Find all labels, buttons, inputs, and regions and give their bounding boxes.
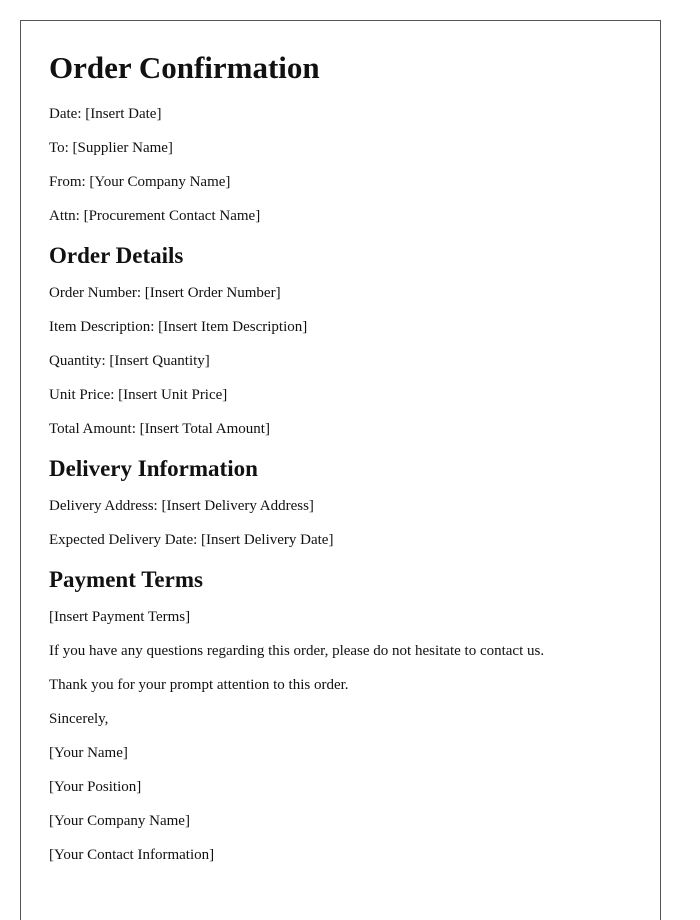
attn-line: Attn: [Procurement Contact Name] [49, 208, 261, 224]
order-details-heading: Order Details [49, 243, 184, 268]
signer-position: [Your Position] [49, 779, 142, 795]
quantity-line: Quantity: [Insert Quantity] [49, 353, 210, 369]
item-description-line: Item Description: [Insert Item Description] [49, 319, 308, 335]
unit-price-line: Unit Price: [Insert Unit Price] [49, 387, 228, 403]
payment-terms-line: [Insert Payment Terms] [49, 609, 191, 625]
from-line: From: [Your Company Name] [49, 174, 231, 190]
questions-paragraph: If you have any questions regarding this order, please do not hesitate to contact us. [49, 643, 545, 659]
to-line: To: [Supplier Name] [49, 140, 173, 156]
delivery-address-line: Delivery Address: [Insert Delivery Address] [49, 498, 314, 514]
signer-name: [Your Name] [49, 745, 128, 761]
signer-company: [Your Company Name] [49, 813, 190, 829]
payment-terms-heading: Payment Terms [49, 567, 203, 592]
delivery-heading: Delivery Information [49, 456, 258, 481]
thanks-paragraph: Thank you for your prompt attention to this order. [49, 677, 349, 693]
signer-contact: [Your Contact Information] [49, 847, 215, 863]
page-title: Order Confirmation [49, 50, 320, 85]
expected-delivery-line: Expected Delivery Date: [Insert Delivery Date] [49, 532, 334, 548]
letter-page [20, 20, 661, 920]
salutation: Sincerely, [49, 711, 109, 727]
order-number-line: Order Number: [Insert Order Number] [49, 285, 281, 301]
total-amount-line: Total Amount: [Insert Total Amount] [49, 421, 270, 437]
date-line: Date: [Insert Date] [49, 106, 162, 122]
